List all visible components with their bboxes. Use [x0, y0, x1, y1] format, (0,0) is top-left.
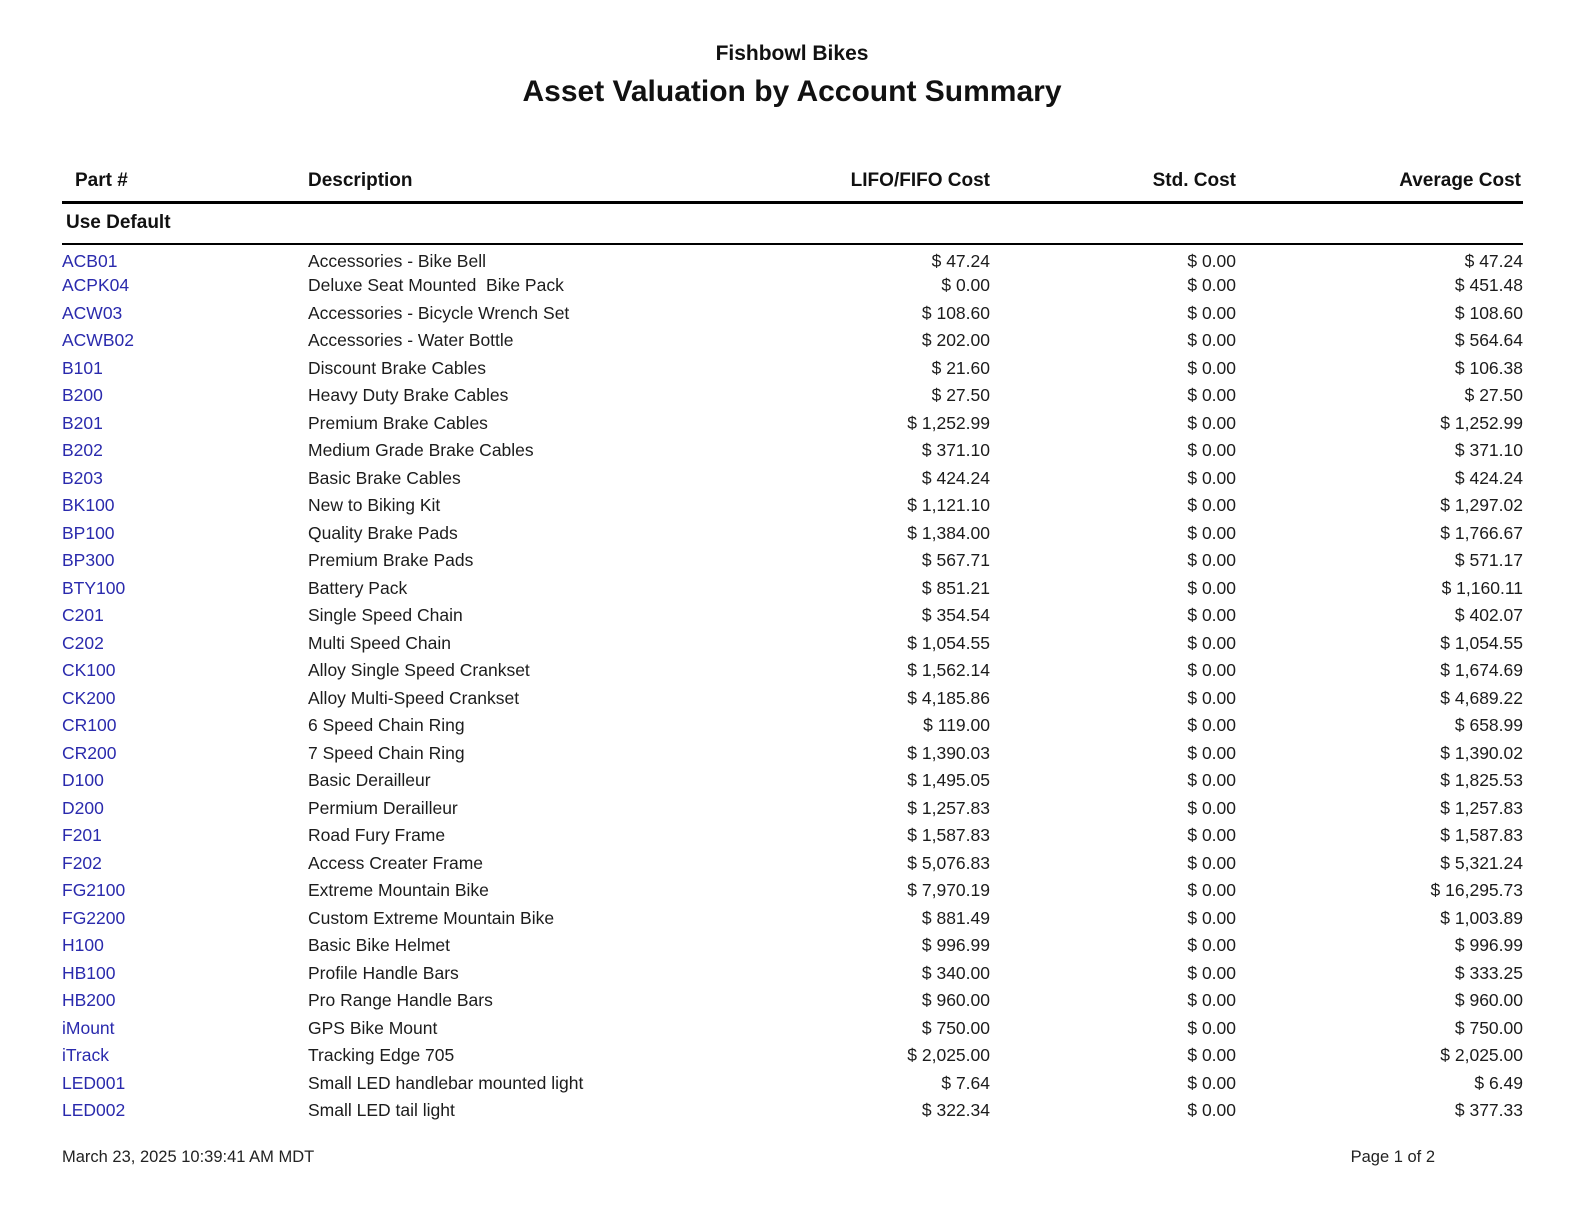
- lifo-fifo-cost: $ 4,185.86: [907, 687, 990, 708]
- lifo-fifo-cost: $ 881.49: [921, 907, 990, 928]
- section-header-row: [62, 203, 1523, 245]
- lifo-fifo-cost: $ 47.24: [931, 251, 990, 271]
- part-number-link[interactable]: D100: [62, 770, 104, 791]
- part-number-link[interactable]: BP100: [62, 522, 115, 543]
- lifo-fifo-cost: $ 340.00: [921, 962, 990, 983]
- part-number-link[interactable]: B200: [62, 385, 103, 406]
- average-cost: $ 996.99: [1454, 935, 1523, 956]
- part-number-link[interactable]: FG2100: [62, 880, 126, 901]
- part-description: Accessories - Bike Bell: [308, 251, 486, 271]
- average-cost: $ 1,297.02: [1440, 495, 1523, 516]
- lifo-fifo-cost: $ 1,054.55: [907, 632, 990, 653]
- lifo-fifo-cost: $ 354.54: [921, 605, 990, 626]
- section-header: Use Default: [62, 203, 1523, 245]
- part-number-link[interactable]: CR200: [62, 742, 117, 763]
- std-cost: $ 0.00: [1187, 990, 1236, 1011]
- average-cost: $ 47.24: [1464, 251, 1523, 271]
- part-description: Premium Brake Pads: [308, 550, 474, 571]
- std-cost: $ 0.00: [1187, 742, 1236, 763]
- part-number-link[interactable]: CK100: [62, 660, 116, 681]
- table-row: [62, 520, 1523, 548]
- lifo-fifo-cost: $ 322.34: [921, 1100, 990, 1121]
- average-cost: $ 1,390.02: [1440, 742, 1523, 763]
- part-description: Deluxe Seat Mounted Bike Pack: [308, 275, 564, 296]
- average-cost: $ 1,160.11: [1441, 577, 1523, 598]
- page-title: Asset Valuation by Account Summary: [522, 75, 1062, 108]
- lifo-fifo-cost: $ 960.00: [921, 990, 990, 1011]
- part-description: GPS Bike Mount: [308, 1017, 438, 1038]
- average-cost: $ 1,257.83: [1440, 797, 1523, 818]
- part-description: Road Fury Frame: [308, 825, 446, 846]
- table-row: [62, 685, 1523, 713]
- lifo-fifo-cost: $ 371.10: [921, 440, 990, 461]
- average-cost: $ 5,321.24: [1440, 852, 1523, 873]
- section-header-body: [62, 203, 1523, 245]
- part-description: Single Speed Chain: [308, 605, 463, 626]
- report-footer: [62, 1148, 1523, 1172]
- table-row: [62, 1097, 1523, 1125]
- part-description: Battery Pack: [308, 577, 408, 598]
- part-number-link[interactable]: CR100: [62, 715, 117, 736]
- std-cost: $ 0.00: [1187, 467, 1236, 488]
- std-cost: $ 0.00: [1187, 935, 1236, 956]
- table-row: [62, 630, 1523, 658]
- average-cost: $ 1,674.69: [1440, 660, 1523, 681]
- std-cost: $ 0.00: [1187, 687, 1236, 708]
- part-description: New to Biking Kit: [308, 495, 441, 516]
- part-description: Basic Bike Helmet: [308, 935, 450, 956]
- table-row: [62, 492, 1523, 520]
- std-cost: $ 0.00: [1187, 660, 1236, 681]
- average-cost: $ 6.49: [1474, 1072, 1523, 1093]
- part-description: Access Creater Frame: [308, 852, 484, 873]
- std-cost: $ 0.00: [1187, 412, 1236, 433]
- std-cost: $ 0.00: [1187, 1045, 1236, 1066]
- std-cost: $ 0.00: [1187, 632, 1236, 653]
- average-cost: $ 424.24: [1454, 467, 1523, 488]
- table-row: [62, 272, 1523, 300]
- table-row: [62, 795, 1523, 823]
- part-number-link[interactable]: iTrack: [62, 1045, 109, 1066]
- part-description: Premium Brake Cables: [308, 412, 488, 433]
- average-cost: $ 960.00: [1454, 990, 1523, 1011]
- table-row: [62, 960, 1523, 988]
- average-cost: $ 4,689.22: [1440, 687, 1523, 708]
- std-cost: $ 0.00: [1187, 577, 1236, 598]
- part-number-link[interactable]: C201: [62, 605, 104, 626]
- part-description: Basic Derailleur: [308, 770, 431, 791]
- part-number-link[interactable]: B202: [62, 440, 103, 461]
- average-cost: $ 106.38: [1454, 357, 1523, 378]
- lifo-fifo-cost: $ 21.60: [931, 357, 990, 378]
- std-cost: $ 0.00: [1187, 440, 1236, 461]
- std-cost: $ 0.00: [1187, 962, 1236, 983]
- part-number-link[interactable]: BK100: [62, 495, 115, 516]
- average-cost: $ 571.17: [1454, 550, 1523, 571]
- lifo-fifo-cost: $ 1,495.05: [907, 770, 990, 791]
- part-description: Basic Brake Cables: [308, 467, 461, 488]
- part-number-link[interactable]: LED001: [62, 1072, 126, 1093]
- lifo-fifo-cost: $ 1,252.99: [907, 412, 990, 433]
- std-cost: $ 0.00: [1187, 907, 1236, 928]
- part-number-link[interactable]: ACW03: [62, 302, 123, 323]
- table-row: [62, 410, 1523, 438]
- average-cost: $ 1,587.83: [1440, 825, 1523, 846]
- lifo-fifo-cost: $ 0.00: [941, 275, 990, 296]
- footer-page-number: Page 1 of 2: [1350, 1148, 1435, 1166]
- part-description: Pro Range Handle Bars: [308, 990, 493, 1011]
- table-row: [62, 1015, 1523, 1043]
- table-row: [62, 905, 1523, 933]
- std-cost: $ 0.00: [1187, 852, 1236, 873]
- std-cost: $ 0.00: [1187, 1100, 1236, 1121]
- std-cost: $ 0.00: [1187, 385, 1236, 406]
- average-cost: $ 451.48: [1454, 275, 1523, 296]
- part-description: Multi Speed Chain: [308, 632, 451, 653]
- average-cost: $ 1,003.89: [1440, 907, 1523, 928]
- lifo-fifo-cost: $ 2,025.00: [907, 1045, 990, 1066]
- average-cost: $ 402.07: [1454, 605, 1523, 626]
- part-description: Quality Brake Pads: [308, 522, 458, 543]
- std-cost: $ 0.00: [1187, 550, 1236, 571]
- part-number-link[interactable]: F201: [62, 825, 102, 846]
- lifo-fifo-cost: $ 567.71: [921, 550, 990, 571]
- table-row: [62, 437, 1523, 465]
- std-cost: $ 0.00: [1187, 330, 1236, 351]
- asset-valuation-table: [62, 170, 1523, 1125]
- average-cost: $ 1,825.53: [1440, 770, 1523, 791]
- column-header-description: Description: [308, 170, 700, 203]
- table-row: [62, 740, 1523, 768]
- std-cost: $ 0.00: [1187, 495, 1236, 516]
- column-header-std-cost: Std. Cost: [990, 170, 1236, 203]
- part-description: Permium Derailleur: [308, 797, 458, 818]
- lifo-fifo-cost: $ 7.64: [941, 1072, 990, 1093]
- part-description: Discount Brake Cables: [308, 357, 486, 378]
- table-row: [62, 300, 1523, 328]
- part-description: Small LED handlebar mounted light: [308, 1072, 584, 1093]
- lifo-fifo-cost: $ 1,587.83: [907, 825, 990, 846]
- std-cost: $ 0.00: [1187, 275, 1236, 296]
- lifo-fifo-cost: $ 5,076.83: [907, 852, 990, 873]
- table-row: [62, 712, 1523, 740]
- std-cost: $ 0.00: [1187, 302, 1236, 323]
- part-number-link[interactable]: FG2200: [62, 907, 126, 928]
- part-number-link[interactable]: ACWB02: [62, 330, 134, 351]
- part-description: Custom Extreme Mountain Bike: [308, 907, 555, 928]
- lifo-fifo-cost: $ 996.99: [921, 935, 990, 956]
- lifo-fifo-cost: $ 424.24: [921, 467, 990, 488]
- lifo-fifo-cost: $ 7,970.19: [907, 880, 990, 901]
- table-body: [62, 244, 1523, 1125]
- part-number-link[interactable]: CK200: [62, 687, 116, 708]
- part-number-link[interactable]: iMount: [62, 1017, 115, 1038]
- company-name: Fishbowl Bikes: [715, 42, 869, 65]
- column-header-part: Part #: [62, 170, 308, 203]
- average-cost: $ 377.33: [1454, 1100, 1523, 1121]
- part-description: 6 Speed Chain Ring: [308, 715, 465, 736]
- part-number-link[interactable]: LED002: [62, 1100, 126, 1121]
- table-header-row: [62, 170, 1523, 203]
- part-description: Profile Handle Bars: [308, 962, 459, 983]
- table-row: [62, 244, 1523, 272]
- std-cost: $ 0.00: [1187, 770, 1236, 791]
- average-cost: $ 1,252.99: [1440, 412, 1523, 433]
- table-row: [62, 657, 1523, 685]
- part-number-link[interactable]: F202: [62, 852, 102, 873]
- part-description: Small LED tail light: [308, 1100, 455, 1121]
- table-row: [62, 602, 1523, 630]
- part-description: Alloy Multi-Speed Crankset: [308, 687, 520, 708]
- table-row: [62, 465, 1523, 493]
- part-number-link[interactable]: ACB01: [62, 251, 118, 271]
- part-number-link[interactable]: D200: [62, 797, 104, 818]
- lifo-fifo-cost: $ 1,390.03: [907, 742, 990, 763]
- table-header: [62, 170, 1523, 203]
- part-number-link[interactable]: BTY100: [62, 577, 126, 598]
- std-cost: $ 0.00: [1187, 357, 1236, 378]
- average-cost: $ 1,766.67: [1440, 522, 1523, 543]
- std-cost: $ 0.00: [1187, 251, 1236, 271]
- lifo-fifo-cost: $ 1,562.14: [907, 660, 990, 681]
- average-cost: $ 2,025.00: [1440, 1045, 1523, 1066]
- part-number-link[interactable]: B203: [62, 467, 103, 488]
- table-row: [62, 877, 1523, 905]
- footer-timestamp: March 23, 2025 10:39:41 AM MDT: [62, 1148, 315, 1166]
- std-cost: $ 0.00: [1187, 797, 1236, 818]
- average-cost: $ 108.60: [1454, 302, 1523, 323]
- report-table-area: [62, 170, 1523, 1125]
- average-cost: $ 750.00: [1454, 1017, 1523, 1038]
- average-cost: $ 658.99: [1454, 715, 1523, 736]
- part-description: Medium Grade Brake Cables: [308, 440, 534, 461]
- part-description: Accessories - Bicycle Wrench Set: [308, 302, 570, 323]
- average-cost: $ 564.64: [1454, 330, 1523, 351]
- table-row: [62, 575, 1523, 603]
- std-cost: $ 0.00: [1187, 1072, 1236, 1093]
- part-description: Extreme Mountain Bike: [308, 880, 489, 901]
- report-header: [0, 0, 1584, 109]
- part-description: Tracking Edge 705: [308, 1045, 455, 1066]
- table-row: [62, 382, 1523, 410]
- part-number-link[interactable]: C202: [62, 632, 104, 653]
- column-header-average: Average Cost: [1236, 170, 1523, 203]
- table-row: [62, 932, 1523, 960]
- average-cost: $ 371.10: [1454, 440, 1523, 461]
- average-cost: $ 16,295.73: [1430, 880, 1523, 901]
- part-number-link[interactable]: B101: [62, 357, 103, 378]
- std-cost: $ 0.00: [1187, 880, 1236, 901]
- column-header-lifo-fifo: LIFO/FIFO Cost: [700, 170, 990, 203]
- table-row: [62, 547, 1523, 575]
- average-cost: $ 333.25: [1454, 962, 1523, 983]
- lifo-fifo-cost: $ 119.00: [923, 715, 990, 736]
- table-row: [62, 850, 1523, 878]
- lifo-fifo-cost: $ 1,257.83: [907, 797, 990, 818]
- average-cost: $ 1,054.55: [1440, 632, 1523, 653]
- table-row: [62, 1070, 1523, 1098]
- part-description: 7 Speed Chain Ring: [308, 742, 465, 763]
- lifo-fifo-cost: $ 108.60: [921, 302, 990, 323]
- part-number-link[interactable]: ACPK04: [62, 275, 130, 296]
- part-number-link[interactable]: BP300: [62, 550, 115, 571]
- std-cost: $ 0.00: [1187, 825, 1236, 846]
- lifo-fifo-cost: $ 750.00: [921, 1017, 990, 1038]
- std-cost: $ 0.00: [1187, 1017, 1236, 1038]
- std-cost: $ 0.00: [1187, 522, 1236, 543]
- table-row: [62, 767, 1523, 795]
- std-cost: $ 0.00: [1187, 715, 1236, 736]
- part-number-link[interactable]: HB100: [62, 962, 116, 983]
- lifo-fifo-cost: $ 1,121.10: [907, 495, 990, 516]
- table-row: [62, 987, 1523, 1015]
- part-number-link[interactable]: B201: [62, 412, 103, 433]
- lifo-fifo-cost: $ 202.00: [921, 330, 990, 351]
- table-row: [62, 355, 1523, 383]
- part-number-link[interactable]: HB200: [62, 990, 116, 1011]
- table-row: [62, 327, 1523, 355]
- part-description: Alloy Single Speed Crankset: [308, 660, 530, 681]
- lifo-fifo-cost: $ 1,384.00: [907, 522, 990, 543]
- table-row: [62, 822, 1523, 850]
- std-cost: $ 0.00: [1187, 605, 1236, 626]
- part-description: Heavy Duty Brake Cables: [308, 385, 509, 406]
- part-description: Accessories - Water Bottle: [308, 330, 514, 351]
- table-row: [62, 1042, 1523, 1070]
- lifo-fifo-cost: $ 851.21: [921, 577, 990, 598]
- part-number-link[interactable]: H100: [62, 935, 104, 956]
- lifo-fifo-cost: $ 27.50: [931, 385, 990, 406]
- average-cost: $ 27.50: [1464, 385, 1523, 406]
